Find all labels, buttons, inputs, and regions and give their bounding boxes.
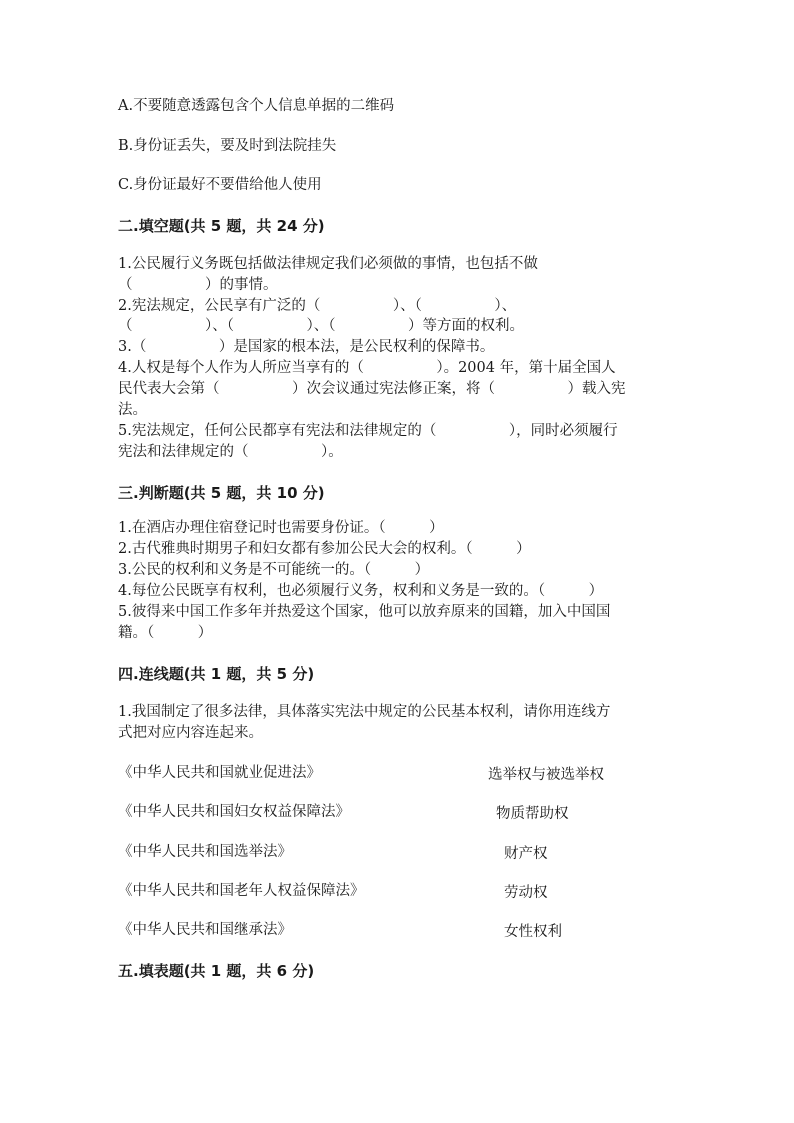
judge-q5-line2: 籍。（ ） (118, 625, 213, 641)
match-left-item: 《中华人民共和国就业促进法》 (118, 765, 321, 781)
section-2-title: 二.填空题(共 5 题，共 24 分) (118, 217, 325, 235)
fill-q2-line1: 2.宪法规定，公民享有广泛的（ ）、（ ）、 (118, 298, 517, 314)
option-c: C.身份证最好不要借给他人使用 (118, 177, 322, 193)
judge-q3: 3.公民的权利和义务是不可能统一的。（ ） (118, 562, 430, 578)
fill-q1-line1: 1.公民履行义务既包括做法律规定我们必须做的事情，也包括不做 (118, 256, 538, 272)
option-b: B.身份证丢失，要及时到法院挂失 (118, 138, 337, 154)
judge-q4: 4.每位公民既享有权利，也必须履行义务，权利和义务是一致的。（ ） (118, 583, 604, 599)
judge-q1: 1.在酒店办理住宿登记时也需要身份证。（ ） (118, 520, 444, 536)
fill-q3: 3.（ ）是国家的根本法，是公民权利的保障书。 (118, 339, 495, 355)
option-a: A.不要随意透露包含个人信息单据的二维码 (118, 98, 395, 114)
match-left-item: 《中华人民共和国老年人权益保障法》 (118, 883, 365, 899)
match-question-line1: 1.我国制定了很多法律，具体落实宪法中规定的公民基本权利，请你用连线方 (118, 704, 611, 720)
fill-q4-line2: 民代表大会第（ ）次会议通过宪法修正案，将（ ）载入宪 (118, 381, 626, 397)
match-right-item: 劳动权 (504, 885, 548, 901)
fill-q4-line1: 4.人权是每个人作为人所应当享有的（ ）。2004 年，第十届全国人 (118, 360, 616, 376)
match-right-item: 财产权 (504, 846, 548, 862)
match-right-item: 选举权与被选举权 (488, 767, 604, 783)
section-5-title: 五.填表题(共 1 题，共 6 分) (118, 962, 315, 980)
judge-q2: 2.古代雅典时期男子和妇女都有参加公民大会的权利。（ ） (118, 541, 531, 557)
section-3-title: 三.判断题(共 5 题，共 10 分) (118, 484, 325, 502)
match-left-item: 《中华人民共和国选举法》 (118, 844, 292, 860)
match-question-line2: 式把对应内容连起来。 (118, 725, 263, 741)
section-4-title: 四.连线题(共 1 题，共 5 分) (118, 665, 315, 683)
match-right-item: 女性权利 (504, 924, 562, 940)
fill-q2-line2: （ ）、（ ）、（ ）等方面的权利。 (118, 318, 524, 334)
match-left-item: 《中华人民共和国妇女权益保障法》 (118, 804, 350, 820)
match-right-item: 物质帮助权 (496, 806, 569, 822)
fill-q5-line1: 5.宪法规定，任何公民都享有宪法和法律规定的（ ），同时必须履行 (118, 423, 618, 439)
match-left-item: 《中华人民共和国继承法》 (118, 922, 292, 938)
fill-q4-line3: 法。 (118, 402, 147, 418)
fill-q5-line2: 宪法和法律规定的（ ）。 (118, 444, 343, 460)
judge-q5-line1: 5.彼得来中国工作多年并热爱这个国家，他可以放弃原来的国籍，加入中国国 (118, 604, 611, 620)
fill-q1-line2: （ ）的事情。 (118, 277, 278, 293)
